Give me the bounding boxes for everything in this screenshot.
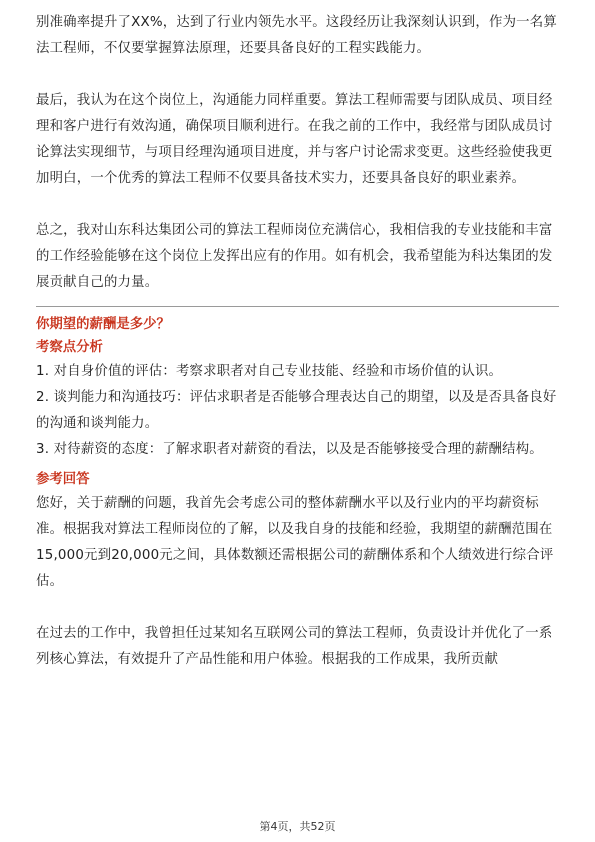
question-heading: 你期望的薪酬是多少？	[36, 317, 170, 332]
answer-heading: 参考回答	[36, 472, 90, 487]
document-page	[36, 10, 559, 673]
page-number: 第4页，共52页	[259, 820, 336, 833]
answer-paragraph: 您好，关于薪酬的问题，我首先会考虑公司的整体薪酬水平以及行业内的平均薪资标准。根据我对算法工程师岗位的了解，以及我自身的技能和经验，我期望的薪酬范围在15,000元到20,000元之间，具体数额还需根据公司的薪酬体系和个人绩效进行综合评估。	[36, 496, 554, 589]
section-divider	[36, 306, 559, 307]
analysis-list	[36, 359, 559, 463]
paragraph-conclusion: 总之，我对山东科达集团公司的算法工程师岗位充满信心，我相信我的专业技能和丰富的工作经验能够在这个岗位上发挥出应有的作用。如有机会，我希望能为科达集团的发展贡献自己的力量。	[36, 223, 553, 290]
list-item: 2. 谈判能力和沟通技巧：评估求职者是否能够合理表达自己的期望，以及是否具备良好的沟通和谈判能力。	[36, 390, 557, 431]
answer-paragraph: 在过去的工作中，我曾担任过某知名互联网公司的算法工程师，负责设计并优化了一系列核心算法，有效提升了产品性能和用户体验。根据我的工作成果，我所贡献	[36, 626, 553, 667]
paragraph-communication: 最后，我认为在这个岗位上，沟通能力同样重要。算法工程师需要与团队成员、项目经理和客户进行有效沟通，确保项目顺利进行。在我之前的工作中，我经常与团队成员讨论算法实现细节，与项目经理沟通项目进度，并与客户讨论需求变更。这些经验使我更加明白，一个优秀的算法工程师不仅要具备技术实力，还要具备良好的职业素养。	[36, 93, 553, 186]
list-item: 3. 对待薪资的态度：了解求职者对薪资的看法，以及是否能够接受合理的薪酬结构。	[36, 442, 543, 457]
list-item: 1. 对自身价值的评估：考察求职者对自己专业技能、经验和市场价值的认识。	[36, 364, 503, 379]
analysis-heading: 考察点分析	[36, 340, 103, 355]
paragraph-achievement: 别准确率提升了XX%，达到了行业内领先水平。这段经历让我深刻认识到，作为一名算法工程师，不仅要掌握算法原理，还要具备良好的工程实践能力。	[36, 15, 557, 56]
